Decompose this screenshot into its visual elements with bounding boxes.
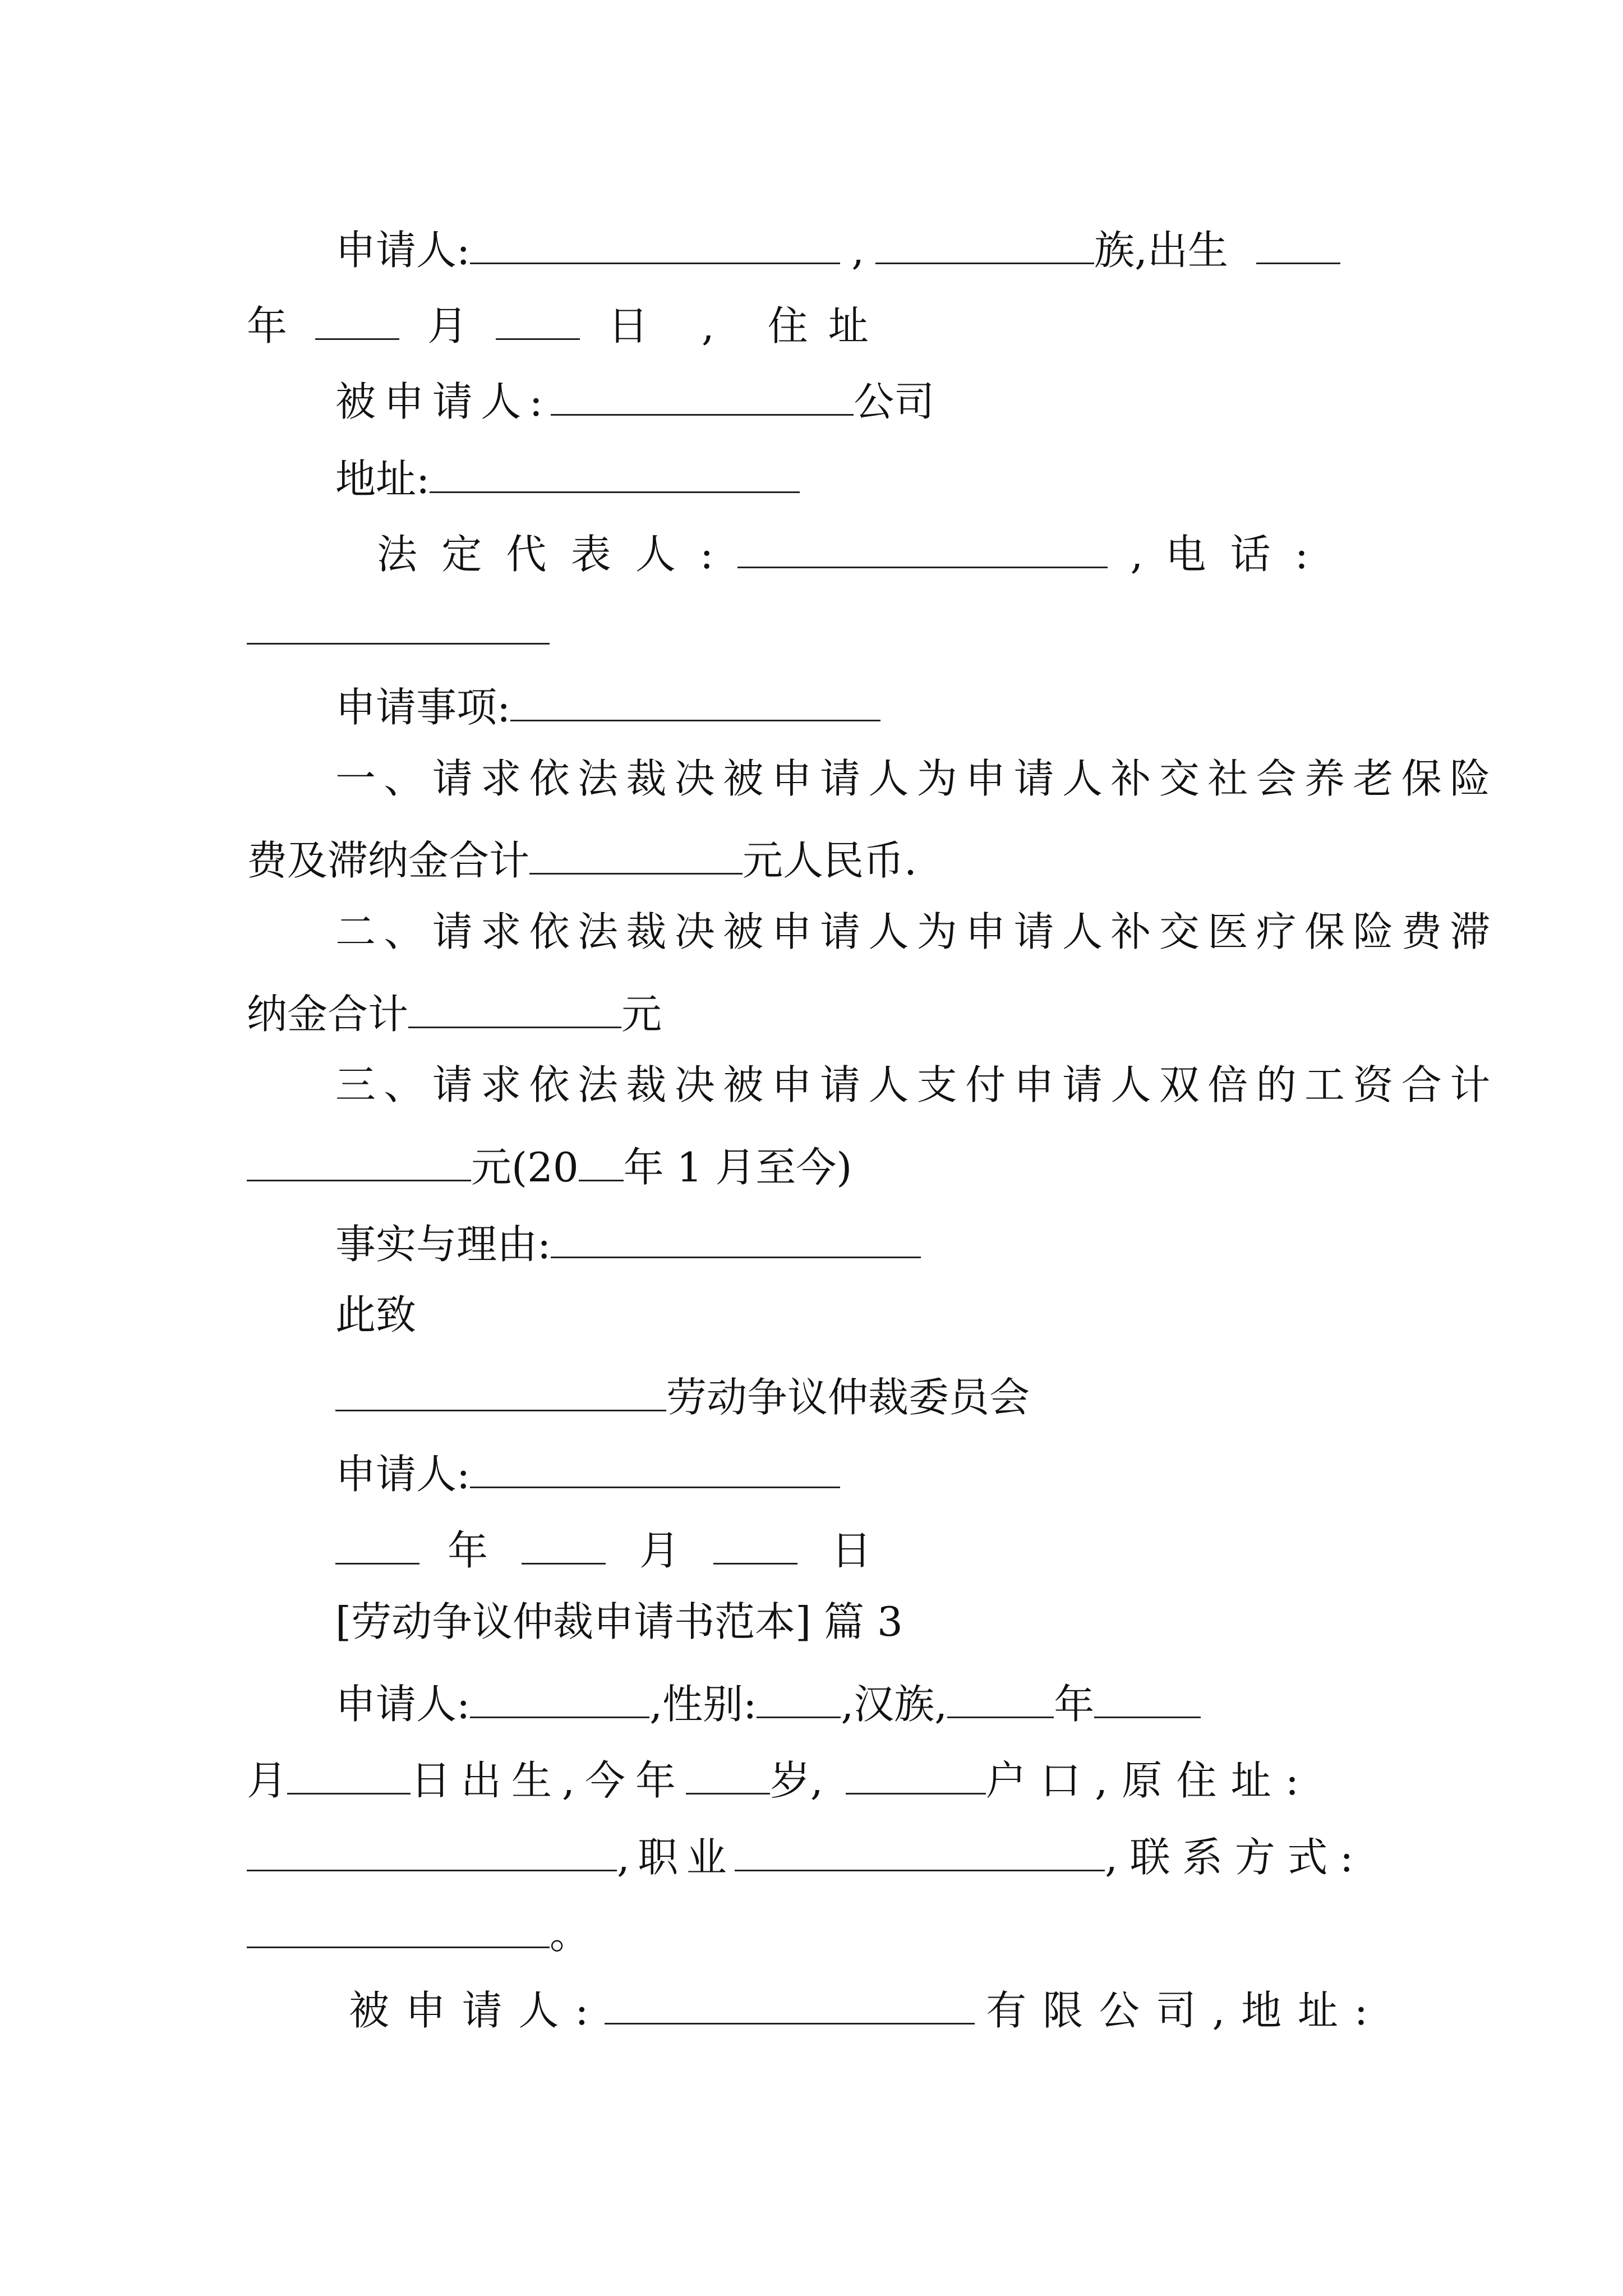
respondent-label: 被申请人: (335, 378, 551, 426)
claim-3-text: 三、请求依法裁决被申请人支付申请人双倍的工资合计 (335, 1061, 1498, 1108)
line-facts (335, 1218, 921, 1268)
phone-label: 电话: (1165, 531, 1333, 578)
address-label: 地址: (335, 455, 430, 503)
contact-label: ,联系方式: (1105, 1834, 1366, 1881)
salutation-text: 此致 (335, 1291, 417, 1338)
blank-sign-month (522, 1525, 606, 1565)
line-occupation (247, 1832, 1366, 1881)
blank-gender (757, 1678, 841, 1718)
blank-company (551, 376, 854, 416)
line-sign-date (335, 1525, 872, 1575)
claim-3-period: 年 1 月至今) (623, 1144, 852, 1191)
blank-year-20 (579, 1142, 624, 1181)
line-legal-rep (377, 528, 1333, 578)
applicant-label: 申请人: (335, 227, 471, 274)
line-claim-1 (335, 755, 1498, 802)
sign-year-label: 年 (448, 1527, 488, 1575)
claim-3-unit: 元(20 (471, 1144, 579, 1191)
claims-label: 申请事项: (335, 684, 511, 731)
comma: , (1130, 531, 1144, 578)
claim-2-text: 二、请求依法裁决被申请人为申请人补交医疗保险费滞 (335, 908, 1498, 955)
line-claim-2 (335, 908, 1498, 955)
blank-amount-3 (247, 1142, 471, 1181)
claim-1-text: 一、请求依法裁决被申请人为申请人补交社会养老保险 (335, 755, 1498, 802)
month-label-2: 月 (247, 1757, 288, 1805)
line-committee (335, 1372, 1030, 1421)
blank-name (470, 224, 840, 264)
line-respondent (335, 376, 935, 426)
blank-amount-2 (408, 988, 621, 1028)
line-address (335, 453, 800, 503)
blank-company-2 (605, 1985, 975, 2024)
sign-month-label: 月 (639, 1527, 680, 1575)
line-claim-3-cont (247, 1142, 852, 1191)
birth-age-label: 日出生,今年 (411, 1757, 686, 1805)
line-applicant (335, 224, 1340, 274)
line-applicant-2 (335, 1678, 1201, 1728)
line-salutation (335, 1291, 417, 1338)
blank-ethnicity (875, 224, 1094, 264)
claim-2-cont-text: 纳金合计 (247, 991, 409, 1038)
comma: , (851, 227, 865, 274)
age-label: 岁, (769, 1757, 823, 1805)
line-phone-blank (247, 605, 550, 651)
claim-2-unit: 元 (621, 991, 662, 1038)
blank-phone (247, 605, 550, 645)
blank-orig-address (247, 1832, 617, 1871)
birth-year-label: 年 (1054, 1681, 1095, 1728)
blank-facts (551, 1218, 921, 1258)
year-label: 年 (247, 302, 288, 350)
month-label: 月 (427, 302, 468, 350)
line-claim-3 (335, 1061, 1498, 1108)
signature-label: 申请人: (335, 1451, 471, 1498)
blank-name-2 (470, 1678, 649, 1718)
blank-amount-1 (529, 835, 743, 875)
blank-day (496, 300, 580, 340)
claim-1-cont-text: 费及滞纳金合计 (247, 837, 530, 885)
line-birth-info (247, 1755, 1313, 1805)
blank-contact (247, 1908, 550, 1948)
facts-label: 事实与理由: (335, 1221, 551, 1268)
blank-birth-day (287, 1755, 411, 1795)
blank-sign-day (713, 1525, 797, 1565)
hukou-address-label: 户口,原住址: (985, 1757, 1313, 1805)
blank-legal-rep (737, 528, 1108, 568)
blank-address (430, 453, 800, 493)
legal-rep-label: 法定代表人: (377, 531, 738, 578)
company-address-label: 有限公司,地址: (986, 1987, 1384, 2035)
company-label: 公司 (854, 378, 935, 426)
line-claim-1-cont (247, 835, 917, 885)
gender-label: ,性别: (649, 1681, 757, 1728)
line-signature (335, 1448, 840, 1498)
occupation-label: ,职业 (617, 1834, 735, 1881)
blank-year (1256, 224, 1340, 264)
line-respondent-2 (349, 1985, 1384, 2035)
ethnicity-birth-label: 族,出生 (1094, 227, 1229, 274)
blank-signature (470, 1448, 840, 1488)
line-birthdate (247, 300, 889, 350)
applicant-2-label: 申请人: (335, 1681, 471, 1728)
blank-month (315, 300, 399, 340)
committee-label: 劳动争议仲裁委员会 (666, 1374, 1030, 1421)
line-claim-2-cont (247, 988, 662, 1038)
blank-occupation (735, 1832, 1105, 1871)
blank-claims (510, 682, 880, 721)
respondent-2-label: 被申请人: (349, 1987, 605, 2035)
blank-age (686, 1755, 770, 1795)
blank-hukou (846, 1755, 986, 1795)
claim-1-unit: 元人民币. (743, 837, 917, 885)
period: 。 (550, 1911, 591, 1958)
line-contact (247, 1908, 591, 1958)
day-address-label: 日 , 住址 (608, 302, 889, 350)
section-heading-text: [劳动争议仲裁申请书范本] 篇 3 (335, 1598, 903, 1645)
blank-sign-year (335, 1525, 419, 1565)
sign-day-label: 日 (831, 1527, 872, 1575)
section-heading (335, 1598, 903, 1645)
blank-birth-year (947, 1678, 1054, 1718)
blank-committee (335, 1372, 666, 1411)
line-claims (335, 682, 880, 731)
ethnicity-label: ,汉族, (841, 1681, 948, 1728)
blank-birth-month (1094, 1678, 1201, 1718)
